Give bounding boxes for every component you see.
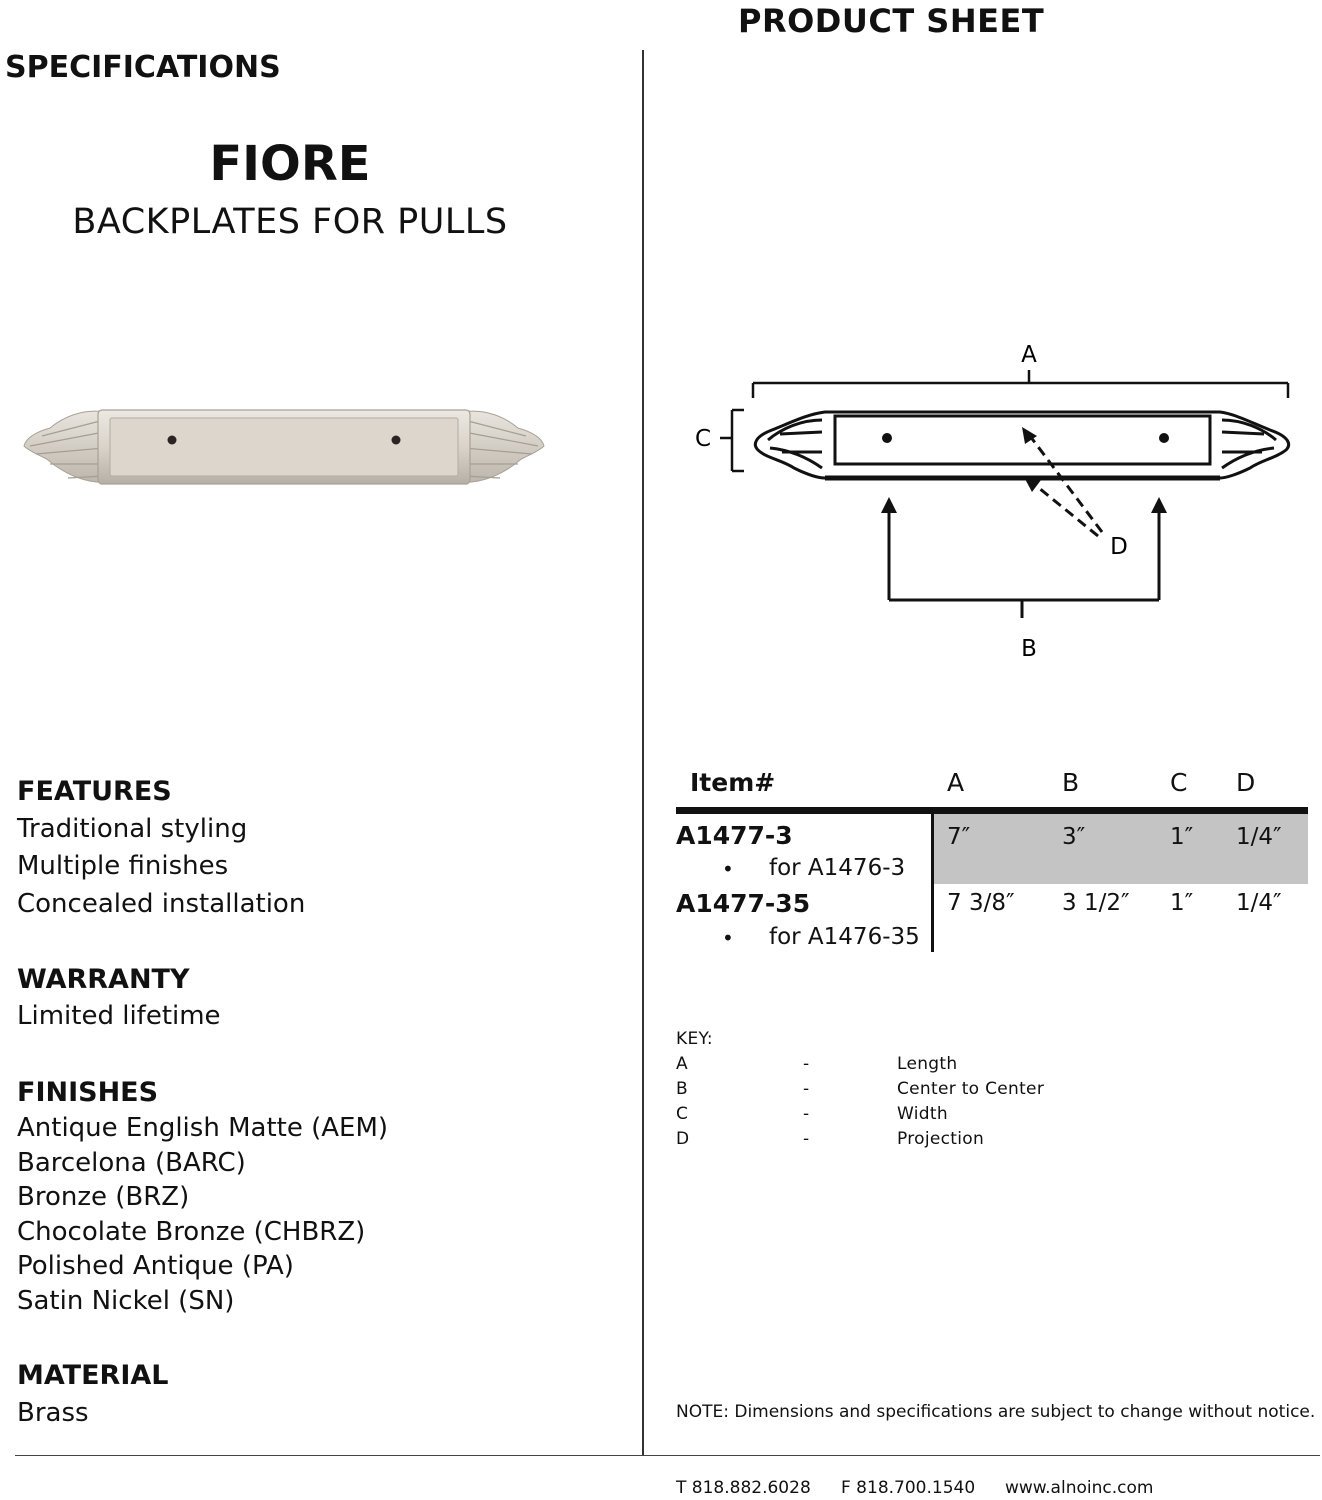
product-name: FIORE [209, 136, 371, 192]
warranty-title: WARRANTY [17, 964, 190, 995]
table-column-divider [931, 814, 934, 952]
finish-item: Chocolate Bronze (CHBRZ) [17, 1217, 366, 1247]
footer-website-link[interactable]: www.alnoinc.com [1005, 1478, 1154, 1498]
footer-rule [15, 1455, 1320, 1456]
table-cell-d: 1/4″ [1236, 890, 1282, 916]
table-header-d: D [1236, 768, 1256, 797]
finish-item: Bronze (BRZ) [17, 1182, 190, 1212]
dimension-diagram [690, 340, 1300, 665]
table-header-c: C [1170, 768, 1188, 797]
dimension-b-label: B [1021, 636, 1037, 662]
key-meaning: Center to Center [897, 1079, 1045, 1099]
disclaimer-note: NOTE: Dimensions and specifications are subject to change without notice. [676, 1402, 1316, 1422]
key-meaning: Projection [897, 1129, 985, 1149]
finish-item: Barcelona (BARC) [17, 1148, 246, 1178]
key-dash: - [803, 1054, 810, 1074]
key-meaning: Width [897, 1104, 948, 1124]
key-letter: C [676, 1104, 689, 1124]
table-header-b: B [1062, 768, 1080, 797]
dimension-d-arrows [1030, 436, 1102, 536]
specifications-heading: SPECIFICATIONS [5, 50, 281, 85]
features-title: FEATURES [17, 776, 172, 807]
table-cell-b: 3 1/2″ [1062, 890, 1130, 916]
key-letter: D [676, 1129, 690, 1149]
table-row-item-code: A1477-35 [676, 889, 811, 918]
finish-item: Satin Nickel (SN) [17, 1286, 235, 1316]
finish-item: Antique English Matte (AEM) [17, 1113, 389, 1143]
table-cell-a: 7″ [947, 824, 971, 850]
bullet-icon: • [722, 857, 734, 881]
table-header-item: Item# [690, 768, 776, 797]
table-cell-a: 7 3/8″ [947, 890, 1015, 916]
table-row-for: for A1476-35 [769, 924, 920, 950]
table-header-a: A [947, 768, 965, 797]
dimension-a-bracket [753, 370, 1288, 398]
backplate-product-image [22, 398, 546, 498]
feature-item: Multiple finishes [17, 851, 229, 881]
product-subtitle: BACKPLATES FOR PULLS [72, 202, 508, 242]
footer-fax: F 818.700.1540 [841, 1478, 976, 1498]
table-cell-c: 1″ [1170, 824, 1194, 850]
feature-item: Traditional styling [17, 814, 248, 844]
warranty-item: Limited lifetime [17, 1001, 221, 1031]
backplate-outline [755, 412, 1288, 478]
table-cell-d: 1/4″ [1236, 824, 1282, 850]
key-dash: - [803, 1079, 810, 1099]
finish-item: Polished Antique (PA) [17, 1251, 294, 1281]
key-letter: B [676, 1079, 688, 1099]
mounting-hole-left [882, 433, 892, 443]
table-cell-b: 3″ [1062, 824, 1086, 850]
table-header-rule [676, 807, 1308, 814]
dimension-b-bracket [889, 508, 1159, 618]
dimension-a-label: A [1021, 342, 1037, 368]
feature-item: Concealed installation [17, 889, 306, 919]
key-title: KEY: [676, 1029, 713, 1049]
column-divider [642, 50, 644, 1455]
mounting-hole-right [1159, 433, 1169, 443]
finishes-title: FINISHES [17, 1077, 159, 1108]
left-leaf-ornament [24, 411, 108, 482]
material-title: MATERIAL [17, 1360, 169, 1391]
dimension-d-label: D [1110, 534, 1128, 560]
dimension-c-bracket [720, 410, 744, 471]
dimension-c-label: C [694, 426, 712, 452]
table-row-item-code: A1477-3 [676, 821, 793, 850]
key-meaning: Length [897, 1054, 958, 1074]
product-sheet-heading: PRODUCT SHEET [738, 2, 1045, 40]
right-leaf-ornament [460, 411, 544, 482]
key-dash: - [803, 1129, 810, 1149]
bullet-icon: • [722, 926, 734, 950]
table-row-for: for A1476-3 [769, 855, 906, 881]
footer-phone: T 818.882.6028 [676, 1478, 811, 1498]
material-item: Brass [17, 1398, 89, 1428]
key-letter: A [676, 1054, 688, 1074]
key-dash: - [803, 1104, 810, 1124]
table-cell-c: 1″ [1170, 890, 1194, 916]
